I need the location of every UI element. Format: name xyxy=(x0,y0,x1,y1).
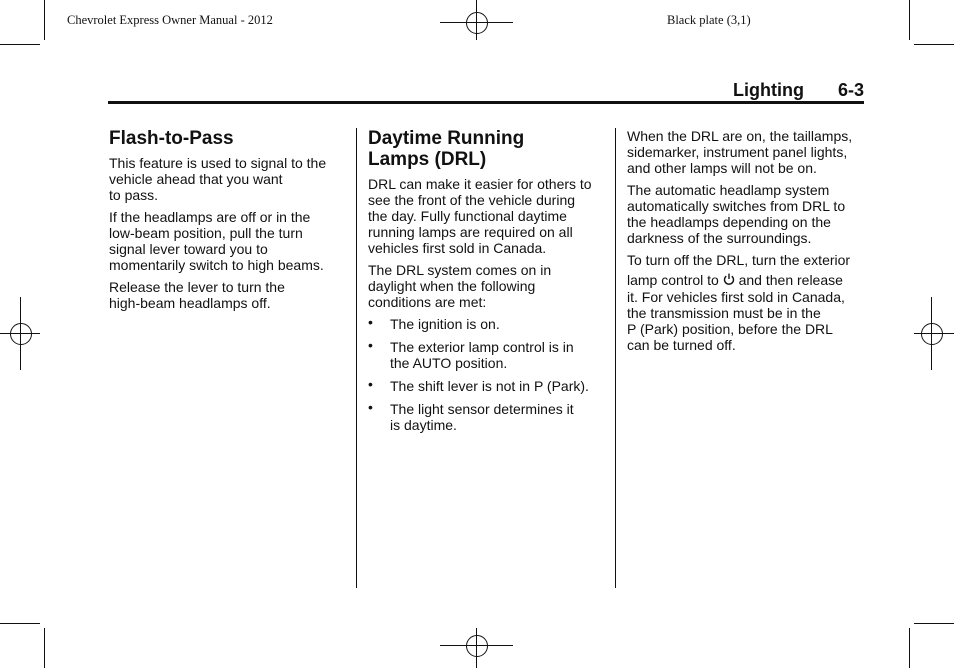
header-rule xyxy=(108,101,864,104)
list-item: • The shift lever is not in P (Park). xyxy=(368,376,589,394)
paragraph: If the headlamps are off or in the low-beam position, pull the turn signal lever toward you to momentarily switch to high beams. xyxy=(109,209,324,273)
paragraph: DRL can make it easier for others to see the front of the vehicle during the day. Fully functional daytime running lamps are required on all vehicles first sold in Canada. xyxy=(368,176,592,256)
paragraph: Release the lever to turn the high-beam headlamps off. xyxy=(109,279,285,311)
list-item: • The exterior lamp control is in the AUTO position. xyxy=(368,337,574,371)
paragraph: When the DRL are on, the taillamps, sidemarker, instrument panel lights, and other lamps will not be on. xyxy=(627,128,853,176)
paragraph: To turn off the DRL, turn the exterior lamp control to and then release it. For vehicles first sold in Canada, the transmission must be in the P (Park) position, before the DRL can be turned off. xyxy=(627,252,851,353)
crop-mark xyxy=(914,44,954,45)
crop-mark xyxy=(0,44,40,45)
crop-mark xyxy=(44,0,45,40)
page-number: 6-3 xyxy=(838,80,865,100)
slug-right: Black plate (3,1) xyxy=(667,13,751,27)
column-drl xyxy=(368,128,608,440)
crop-mark xyxy=(914,623,954,624)
heading-flash-to-pass: Flash-to-Pass xyxy=(109,128,234,149)
slug-left: Chevrolet Express Owner Manual - 2012 xyxy=(67,13,273,27)
conditions-list xyxy=(368,316,608,433)
paragraph: This feature is used to signal to the vehicle ahead that you want to pass. xyxy=(109,155,327,203)
column-drl-continued xyxy=(627,128,867,359)
crop-mark xyxy=(0,623,40,624)
section-title: Lighting xyxy=(733,80,804,100)
crop-mark xyxy=(44,628,45,668)
crop-mark xyxy=(909,0,910,40)
column-divider xyxy=(615,128,616,588)
power-icon xyxy=(723,273,735,289)
heading-drl: Daytime Running Lamps (DRL) xyxy=(368,128,525,170)
column-flash-to-pass xyxy=(109,128,349,317)
paragraph: The automatic headlamp system automatically switches from DRL to the headlamps depending on the darkness of the surroundings. xyxy=(627,182,846,246)
list-item: • The ignition is on. xyxy=(368,314,500,332)
crop-mark xyxy=(909,628,910,668)
list-item: • The light sensor determines it is daytime. xyxy=(368,399,574,433)
paragraph: The DRL system comes on in daylight when the following conditions are met: xyxy=(368,262,552,310)
column-divider xyxy=(356,128,357,588)
